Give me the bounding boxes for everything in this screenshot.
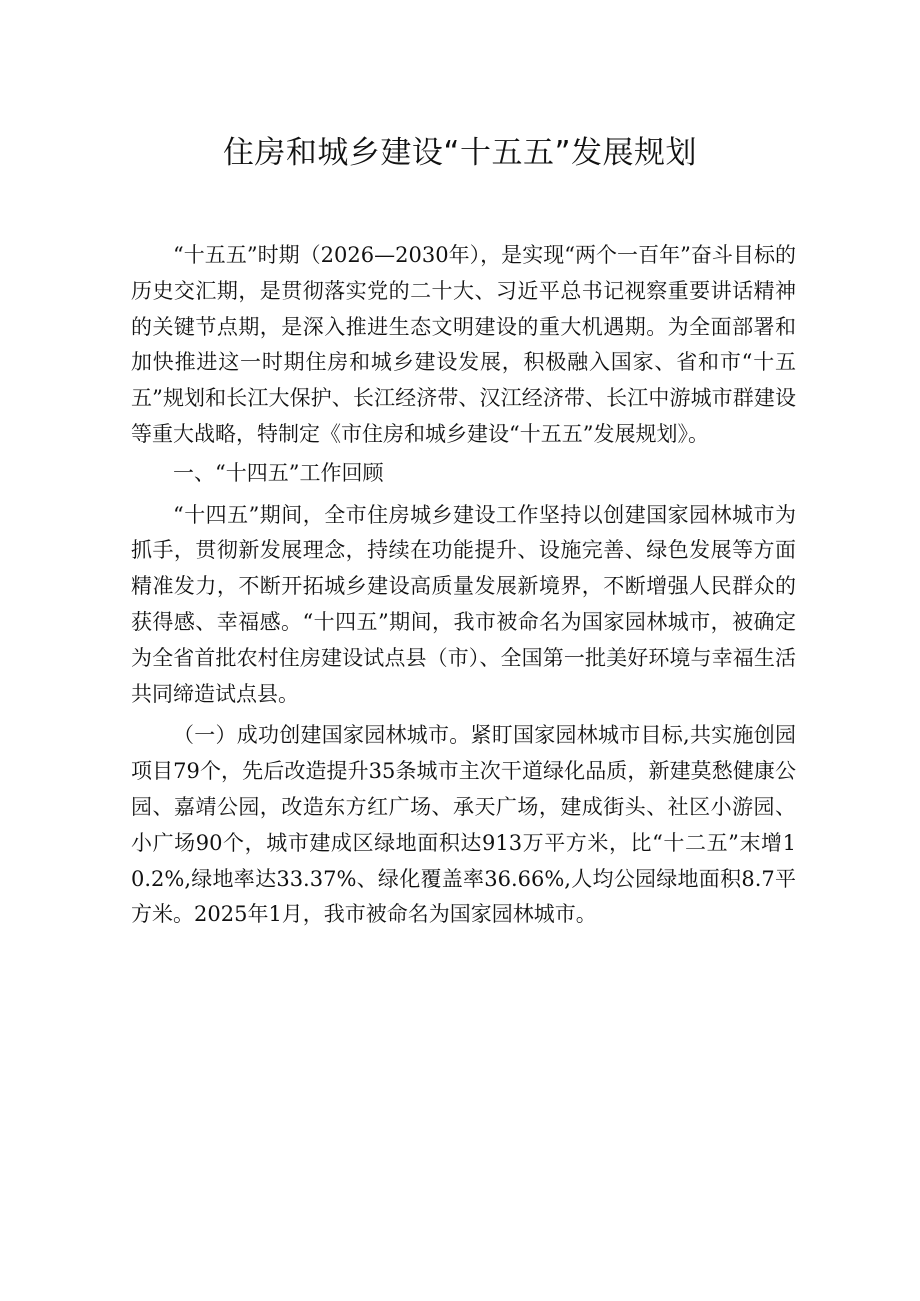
document-title: 住房和城乡建设“十五五”发展规划 <box>222 135 698 171</box>
document-body <box>131 238 796 933</box>
garden-city-paragraph: （一）成功创建国家园林城市。紧盯国家园林城市目标,共实施创园项目79个，先后改造提升35条城市主次干道绿化品质，新建莫愁健康公园、嘉靖公园，改造东方红广场、承天广场，建成街头、社区小游园、小广场90个，城市建成区绿地面积达913万平方米，比“十二五”末增10.2%,绿地率达33.37%、绿化覆盖率36.66%,人均公园绿地面积8.7平方米。2025年1月，我市被命名为国家园林城市。 <box>131 723 796 927</box>
section-heading: 一、“十四五”工作回顾 <box>173 460 384 485</box>
intro-paragraph: “十五五”时期（2026—2030年），是实现“两个一百年”奋斗目标的历史交汇期，是贯彻落实党的二十大、习近平总书记视察重要讲话精神的关键节点期，是深入推进生态文明建设的重大机遇期。为全面部署和加快推进这一时期住房和城乡建设发展，积极融入国家、省和市“十五五”规划和长江大保护、长江经济带、汉江经济带、长江中游城市群建设等重大战略，特制定《市住房和城乡建设“十五五”发展规划》。 <box>131 243 796 446</box>
review-paragraph: “十四五”期间，全市住房城乡建设工作坚持以创建国家园林城市为抓手，贯彻新发展理念，持续在功能提升、设施完善、绿色发展等方面精准发力，不断开拓城乡建设高质量发展新境界，不断增强人民群众的获得感、幸福感。“十四五”期间，我市被命名为国家园林城市，被确定为全省首批农村住房建设试点县（市）、全国第一批美好环境与幸福生活共同缔造试点县。 <box>131 502 796 706</box>
